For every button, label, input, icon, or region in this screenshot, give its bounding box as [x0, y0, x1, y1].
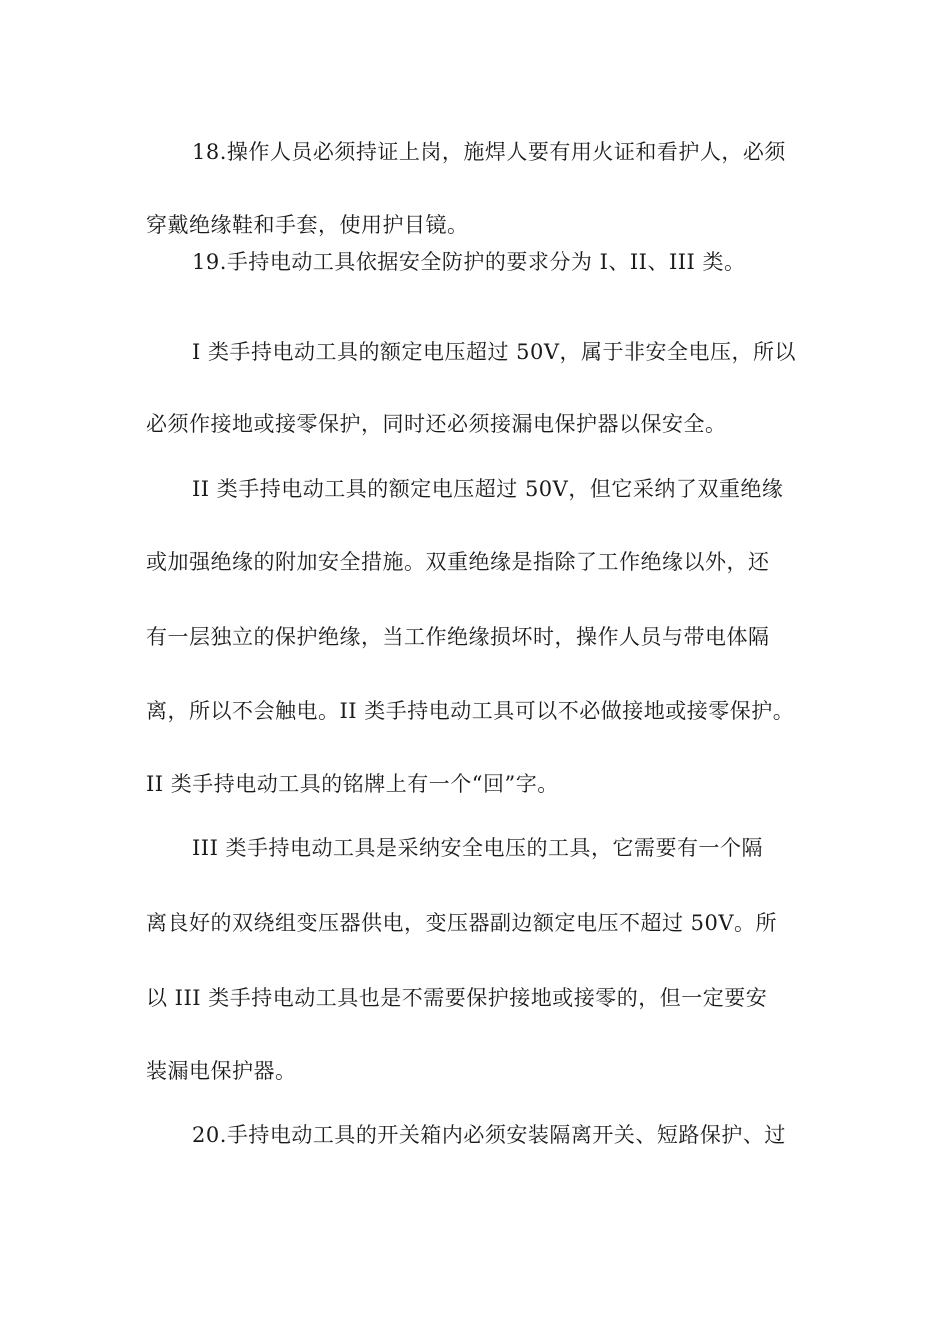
paragraph-class-iii-line-4: 装漏电保护器。	[146, 1059, 297, 1083]
paragraph-class-iii-line-3: 以 III 类手持电动工具也是不需要保护接地或接零的，但一定要安	[146, 986, 768, 1010]
paragraph-class-ii-line-4: 离，所以不会触电。II 类手持电动工具可以不必做接地或接零保护。	[146, 699, 795, 723]
paragraph-class-iii-line-2: 离良好的双绕组变压器供电，变压器副边额定电压不超过 50V。所	[146, 911, 778, 935]
paragraph-20-line-1: 20.手持电动工具的开关箱内必须安装隔离开关、短路保护、过	[192, 1123, 786, 1147]
paragraph-18-line-2: 穿戴绝缘鞋和手套，使用护目镜。	[146, 213, 469, 237]
paragraph-class-ii-line-3: 有一层独立的保护绝缘，当工作绝缘损坏时，操作人员与带电体隔	[146, 625, 770, 649]
paragraph-class-ii-line-2: 或加强绝缘的附加安全措施。双重绝缘是指除了工作绝缘以外，还	[146, 550, 770, 574]
paragraph-18-line-1: 18.操作人员必须持证上岗，施焊人要有用火证和看护人，必须	[192, 140, 786, 164]
paragraph-class-i-line-1: I 类手持电动工具的额定电压超过 50V，属于非安全电压，所以	[192, 340, 797, 364]
paragraph-class-ii-line-5: II 类手持电动工具的铭牌上有一个“回”字。	[146, 772, 559, 796]
paragraph-class-i-line-2: 必须作接地或接零保护，同时还必须接漏电保护器以保安全。	[146, 412, 727, 436]
paragraph-class-iii-line-1: III 类手持电动工具是采纳安全电压的工具，它需要有一个隔	[192, 836, 764, 860]
paragraph-19-line-1: 19.手持电动工具依据安全防护的要求分为 I、II、III 类。	[192, 250, 746, 274]
paragraph-class-ii-line-1: II 类手持电动工具的额定电压超过 50V，但它采纳了双重绝缘	[192, 477, 784, 501]
